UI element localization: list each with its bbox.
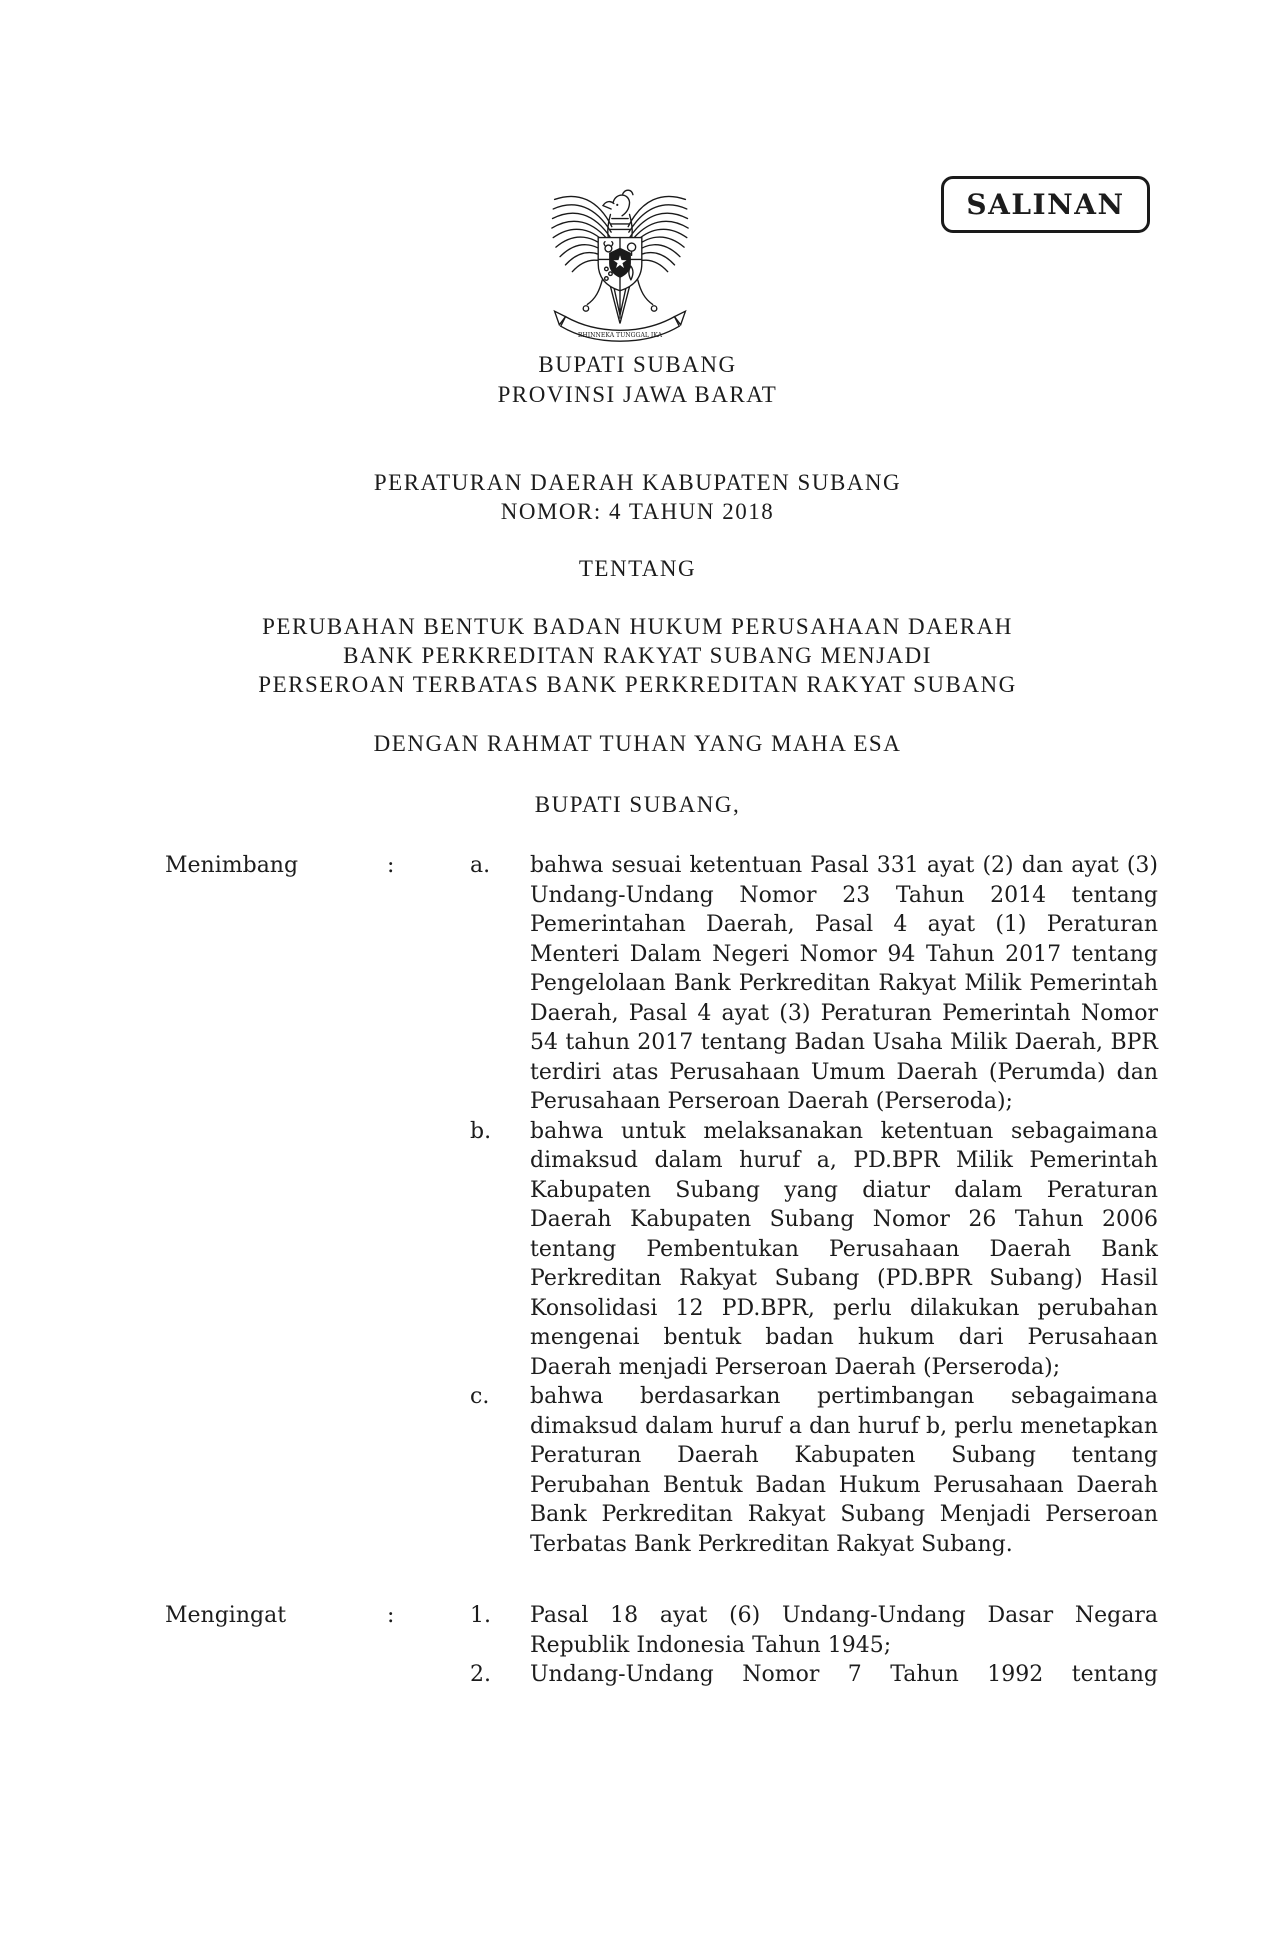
menimbang-label: Menimbang (165, 853, 299, 878)
letterhead-province: PROVINSI JAWA BARAT (497, 382, 778, 407)
mengingat-colon: : (387, 1603, 395, 1628)
item-marker: 1. (470, 1603, 491, 1628)
issuer-line: BUPATI SUBANG, (534, 792, 741, 817)
garuda-pancasila-emblem (545, 164, 695, 348)
mengingat-items (470, 1601, 1158, 1690)
list-item (470, 1382, 1158, 1559)
invocation-line: DENGAN RAHMAT TUHAN YANG MAHA ESA (373, 731, 902, 756)
subject-line: BANK PERKREDITAN RAKYAT SUBANG MENJADI (343, 643, 932, 668)
clauses-section (165, 851, 1158, 1690)
menimbang-colon: : (387, 853, 395, 878)
list-item (470, 1660, 1158, 1690)
list-item (470, 1117, 1158, 1383)
item-text: bahwa sesuai ketentuan Pasal 331 ayat (2) dan ayat (3) Undang-Undang Nomor 23 Tahun 2014 tentang Pemerintahan Daerah, Pasal 4 ayat (1) Peraturan Menteri Dalam Negeri Nomor 94 Tahun 2017 tentang Pengelolaan Bank Perkreditan Rakyat Milik Pemerintah Daerah, Pasal 4 ayat (3) Peraturan Pemerintah Nomor 54 tahun 2017 tentang Badan Usaha Milik Daerah, BPR terdiri atas Perusahaan Umum Daerah (Perumda) dan Perusahaan Perseroan Daerah (Perseroda); (530, 853, 1158, 1114)
item-marker: b. (470, 1118, 492, 1144)
regulation-title: PERATURAN DAERAH KABUPATEN SUBANG (373, 470, 902, 495)
salinan-stamp-label: SALINAN (966, 188, 1125, 221)
letterhead-office: BUPATI SUBANG (538, 352, 737, 377)
item-text: bahwa berdasarkan pertimbangan sebagaimana dimaksud dalam huruf a dan huruf b, perlu menetapkan Peraturan Daerah Kabupaten Subang tentang Perubahan Bentuk Badan Hukum Perusahaan Daerah Bank Perkreditan Rakyat Subang Menjadi Perseroan Terbatas Bank Perkreditan Rakyat Subang. (530, 1384, 1158, 1557)
subject-block (0, 612, 1275, 699)
subject-line: PERSEROAN TERBATAS BANK PERKREDITAN RAKYAT SUBANG (258, 672, 1017, 697)
menimbang-row (165, 851, 1158, 1559)
tentang-label: TENTANG (578, 556, 697, 581)
regulation-title-block (0, 468, 1275, 819)
menimbang-items (470, 851, 1158, 1559)
item-marker: 2. (470, 1662, 491, 1687)
mengingat-label: Mengingat (165, 1603, 287, 1628)
mengingat-row (165, 1601, 1158, 1690)
item-text: Undang-Undang Nomor 7 Tahun 1992 tentang (530, 1662, 1158, 1687)
regulation-number: NOMOR: 4 TAHUN 2018 (500, 499, 775, 524)
item-text: bahwa untuk melaksanakan ketentuan sebagaimana dimaksud dalam huruf a, PD.BPR Milik Pemerintah Kabupaten Subang yang diatur dalam Peraturan Daerah Kabupaten Subang Nomor 26 Tahun 2006 tentang Pembentukan Perusahaan Daerah Bank Perkreditan Rakyat Subang (PD.BPR Subang) Hasil Konsolidasi 12 PD.BPR, perlu dilakukan perubahan mengenai bentuk badan hukum dari Perusahaan Daerah menjadi Perseroan Daerah (Perseroda); (530, 1118, 1158, 1380)
list-item (470, 1601, 1158, 1660)
list-item (470, 851, 1158, 1117)
subject-line: PERUBAHAN BENTUK BADAN HUKUM PERUSAHAAN DAERAH (262, 614, 1013, 639)
item-text: Pasal 18 ayat (6) Undang-Undang Dasar Negara Republik Indonesia Tahun 1945; (530, 1603, 1158, 1658)
item-marker: c. (470, 1384, 490, 1409)
salinan-stamp (941, 176, 1150, 233)
emblem-motto: BHINNEKA TUNGGAL IKA (577, 332, 663, 340)
item-marker: a. (470, 853, 491, 878)
letterhead (0, 350, 1275, 410)
